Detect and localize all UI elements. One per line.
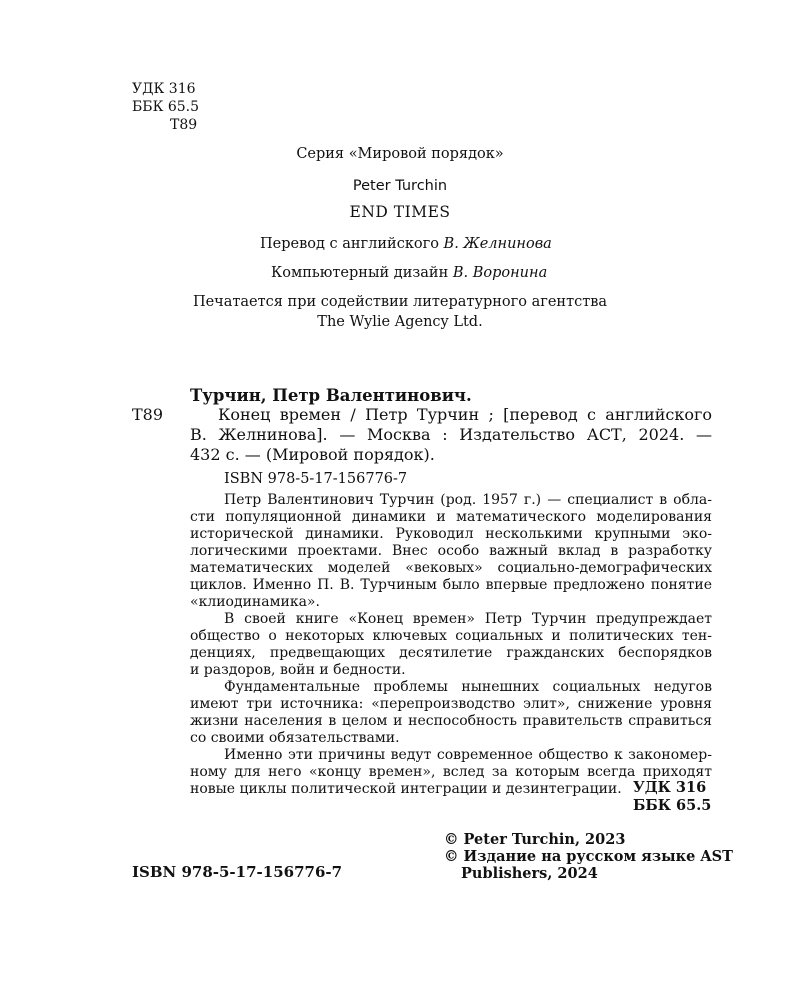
abstract-line: циклов. Именно П. В. Турчиным было впервые предложено понятие: [190, 577, 712, 593]
abstract-line: «клиодинамика».: [190, 594, 320, 610]
copyright-line: © Peter Turchin, 2023: [444, 831, 626, 848]
original-author: Peter Turchin: [352, 178, 448, 194]
bibliographic-isbn: ISBN 978-5-17-156776-7: [224, 471, 408, 487]
design-label: Компьютерный дизайн: [271, 265, 449, 281]
abstract-line: новые циклы политической интеграции и дезинтеграции.: [190, 781, 622, 797]
translation-label: Перевод с английского: [260, 236, 439, 252]
abstract-line: и раздоров, войн и бедности.: [190, 662, 406, 678]
abstract-line: исторической динамики. Руководил несколькими крупными эко-: [190, 526, 712, 542]
bibliographic-code: Т89: [132, 405, 164, 424]
bibliographic-author: Турчин, Петр Валентинович.: [190, 386, 472, 405]
abstract-line: логическими проектами. Внес особо важный вклад в разработку: [190, 543, 712, 559]
designer-name: В. Воронина: [452, 265, 548, 281]
abstract-line: общество о некоторых ключевых социальных и политических тен-: [190, 628, 712, 644]
bibliographic-line: В. Желнинова]. — Москва : Издательство АСТ, 2024. —: [190, 425, 712, 444]
top-classification-codes: [132, 80, 199, 134]
bibliographic-line: 432 с. — (Мировой порядок).: [190, 445, 435, 464]
copyright-notice: [444, 831, 733, 882]
udk-code: УДК 316: [132, 81, 196, 97]
abstract-line: В своей книге «Конец времен» Петр Турчин предупреждает: [224, 611, 712, 627]
bibliographic-line: Конец времен / Петр Турчин ; [перевод с английского: [218, 405, 712, 424]
abstract-line: денциях, предвещающих десятилетие гражданских беспорядков: [190, 645, 712, 661]
series-title: Серия «Мировой порядок»: [296, 146, 504, 162]
author-sign: Т89: [170, 117, 198, 133]
abstract-line: сти популяционной динамики и математического моделирования: [190, 509, 712, 525]
isbn: ISBN 978-5-17-156776-7: [132, 863, 343, 881]
abstract-line: математических моделей «вековых» социально-демографических: [190, 560, 712, 576]
original-title: END TIMES: [349, 203, 451, 221]
abstract: [190, 492, 712, 798]
design-credit: [271, 265, 547, 281]
translator-name: В. Желнинова: [443, 236, 552, 252]
abstract-line: имеют три источника: «перепроизводство элит», снижение уровня: [190, 696, 712, 712]
abstract-line: Фундаментальные проблемы нынешних социальных недугов: [224, 679, 712, 695]
bibliographic-record: [190, 405, 712, 465]
copyright-line: © Издание на русском языке AST: [444, 848, 733, 865]
copyright-line: Publishers, 2024: [461, 865, 598, 882]
abstract-line: жизни населения в целом и неспособность правительств справиться: [190, 713, 712, 729]
abstract-line: Петр Валентинович Турчин (род. 1957 г.) — специалист в обла-: [224, 492, 712, 508]
agency-line-2: The Wylie Agency Ltd.: [317, 314, 483, 330]
abstract-line: ному для него «концу времен», вслед за которым всегда приходят: [190, 764, 712, 780]
agency-note: [0, 292, 800, 332]
bbk-code: ББК 65.5: [132, 99, 200, 115]
abstract-line: со своими обязательствами.: [190, 730, 400, 746]
bbk-code: ББК 65.5: [633, 797, 712, 814]
classification-codes: [633, 779, 711, 815]
abstract-line: Именно эти причины ведут современное общество к закономер-: [224, 747, 712, 763]
udk-code: УДК 316: [633, 779, 707, 796]
agency-line-1: Печатается при содействии литературного агентства: [192, 294, 608, 310]
translation-credit: [260, 236, 552, 252]
